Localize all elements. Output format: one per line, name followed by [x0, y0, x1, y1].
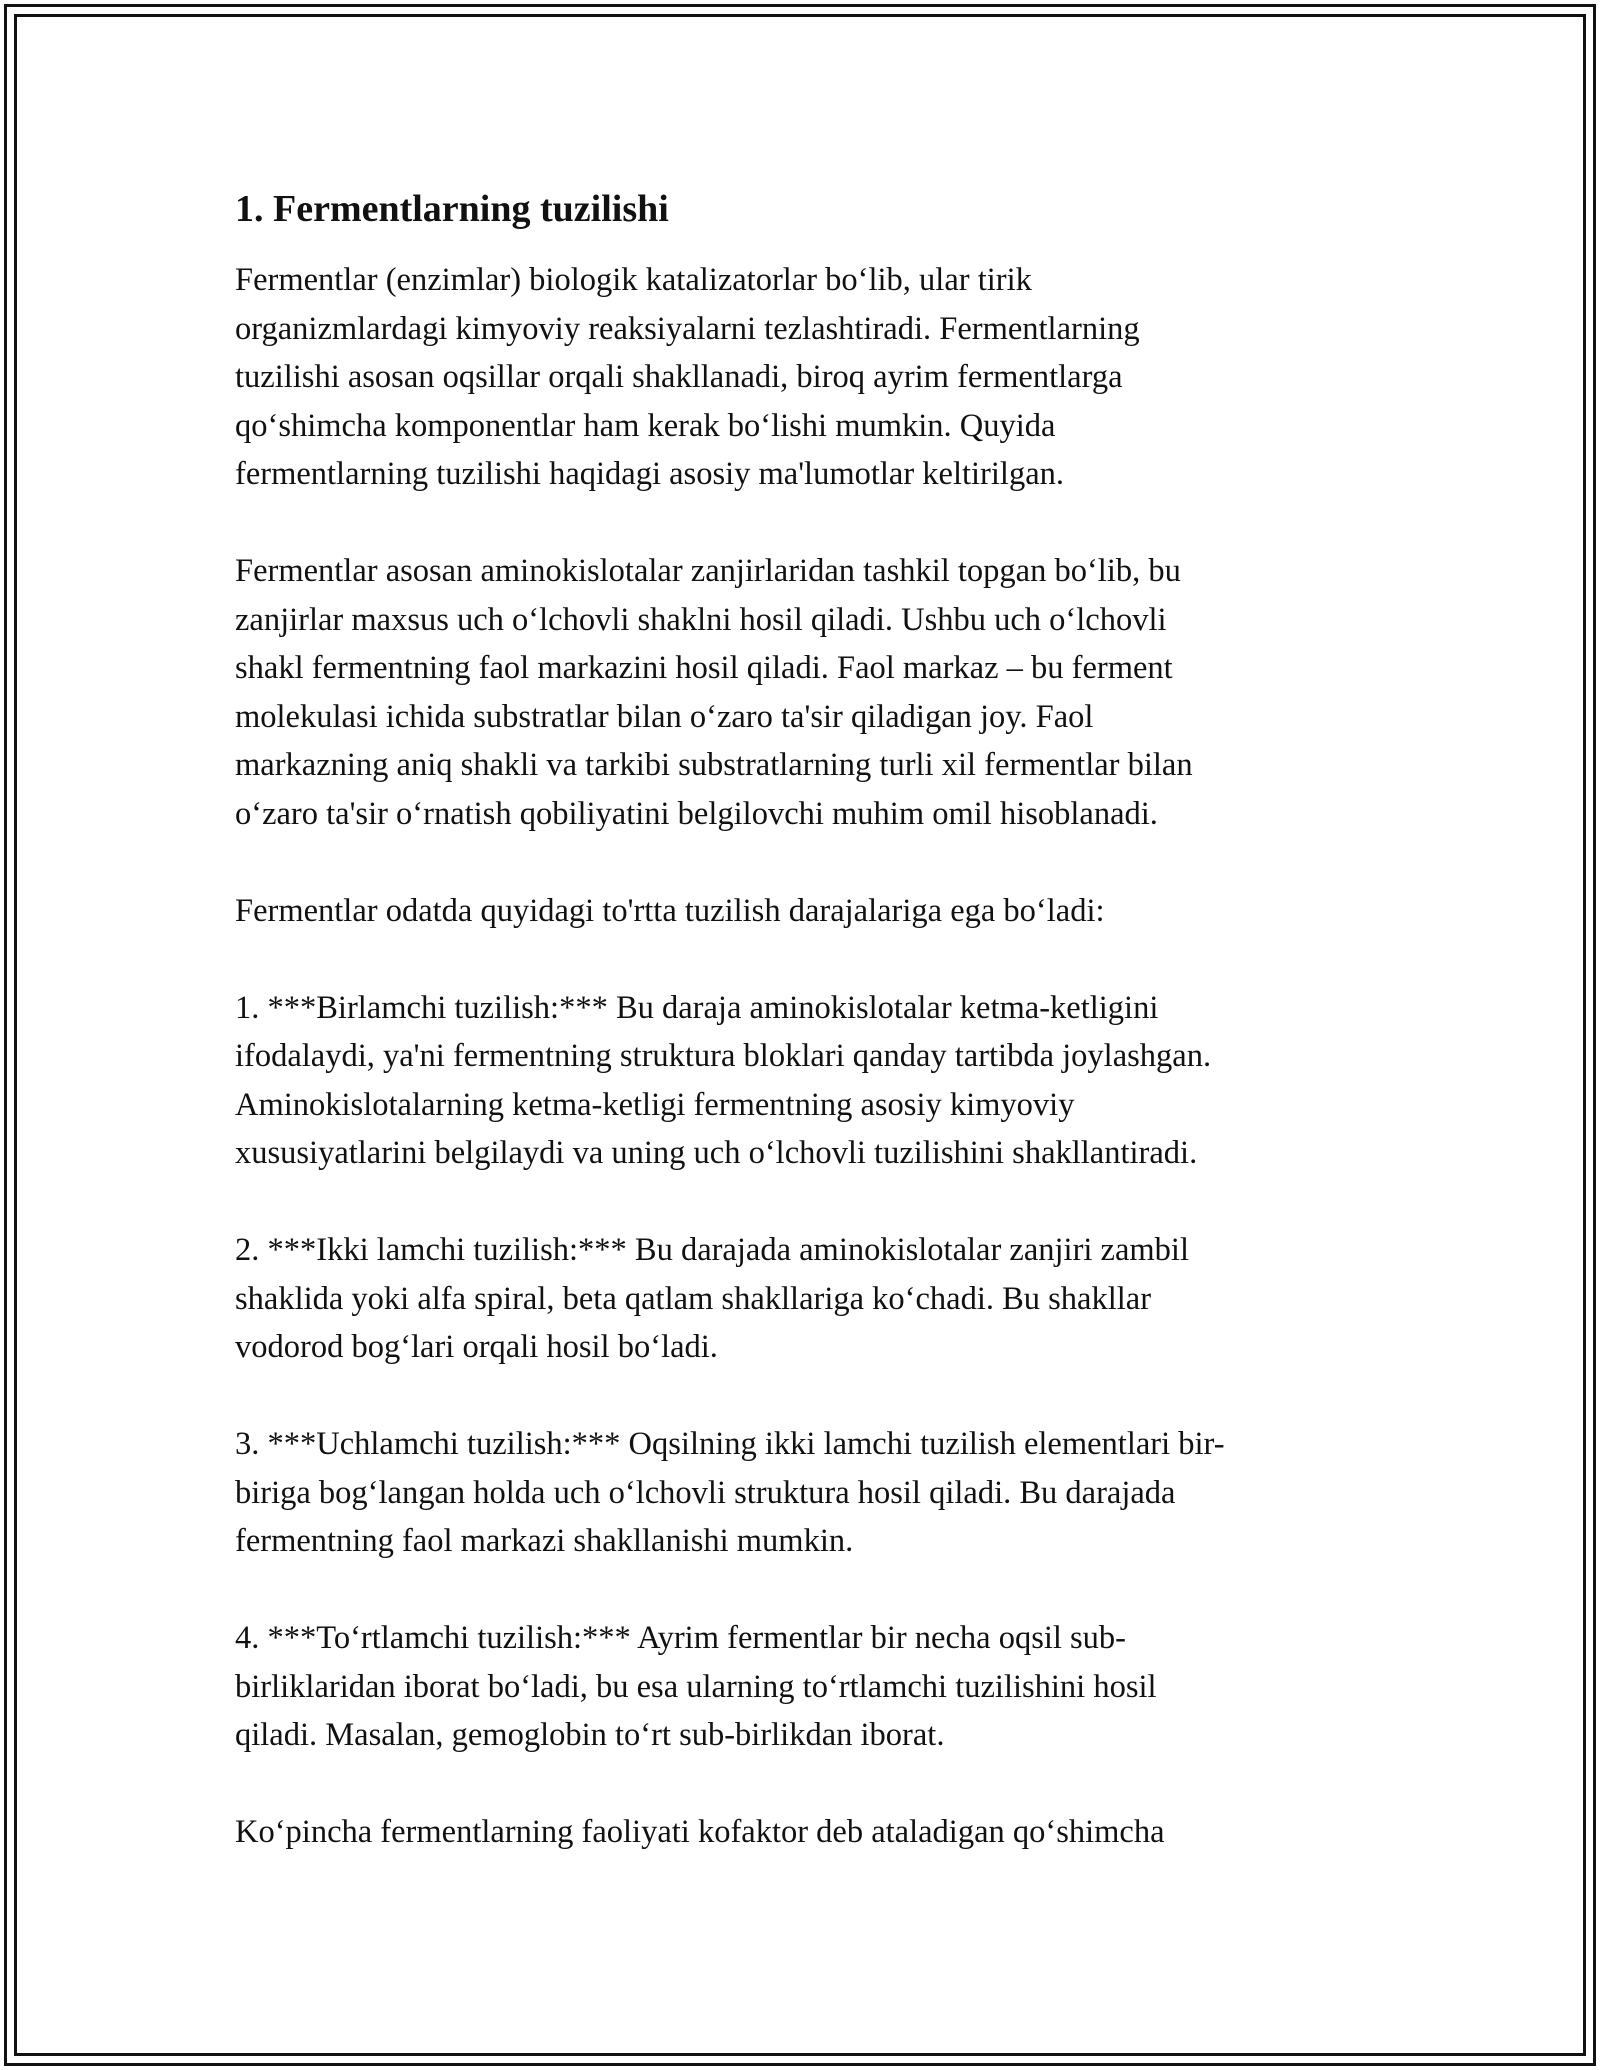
text-line: ifodalaydi, ya'ni fermentning struktura bloklari qanday tartibda joylashgan. — [235, 1038, 1212, 1074]
text-line: qo‘shimcha komponentlar ham kerak bo‘lishi mumkin. Quyida — [235, 407, 1056, 444]
text-line: biriga bog‘langan holda uch o‘lchovli struktura hosil qiladi. Bu darajada — [235, 1474, 1176, 1511]
text-line: birliklaridan iborat bo‘ladi, bu esa ularning to‘rtlamchi tuzilishini hosil — [235, 1668, 1157, 1705]
text-line: qiladi. Masalan, gemoglobin to‘rt sub-birlikdan iborat. — [235, 1717, 945, 1753]
text-line: 3. ***Uchlamchi tuzilish:*** Oqsilning ikki lamchi tuzilish elementlari bir- — [235, 1426, 1225, 1462]
paragraph-intro — [235, 256, 1365, 499]
list-item-primary-structure — [235, 984, 1365, 1178]
text-line: o‘zaro ta'sir o‘rnatish qobiliyatini belgilovchi muhim omil hisoblanadi. — [235, 795, 1158, 832]
list-item-secondary-structure — [235, 1226, 1365, 1372]
text-line: 4. ***To‘rtlamchi tuzilish:*** Ayrim fermentlar bir necha oqsil sub- — [235, 1620, 1127, 1656]
text-line: shaklida yoki alfa spiral, beta qatlam shakllariga ko‘chadi. Bu shakllar — [235, 1280, 1152, 1317]
text-line: Fermentlar odatda quyidagi to'rtta tuzilish darajalariga ega bo‘ladi: — [235, 892, 1105, 929]
text-line: 2. ***Ikki lamchi tuzilish:*** Bu darajada aminokislotalar zanjiri zambil — [235, 1232, 1189, 1268]
text-line: 1. ***Birlamchi tuzilish:*** Bu daraja aminokislotalar ketma-ketligini — [235, 989, 1159, 1026]
text-line: organizmlardagi kimyoviy reaksiyalarni tezlashtiradi. Fermentlarning — [235, 310, 1140, 347]
text-line: Fermentlar (enzimlar) biologik katalizatorlar bo‘lib, ular tirik — [235, 262, 1032, 298]
text-line: Aminokislotalarning ketma-ketligi fermentning asosiy kimyoviy — [235, 1086, 1075, 1123]
text-line: xususiyatlarini belgilaydi va uning uch o‘lchovli tuzilishini shakllantiradi. — [235, 1135, 1198, 1171]
text-line: markazning aniq shakli va tarkibi substratlarning turli xil fermentlar bilan — [235, 747, 1193, 783]
paragraph-cofactors — [235, 1808, 1365, 1857]
text-line: Fermentlar asosan aminokislotalar zanjirlaridan tashkil topgan bo‘lib, bu — [235, 553, 1181, 589]
text-line: molekulasi ichida substratlar bilan o‘zaro ta'sir qiladigan joy. Faol — [235, 698, 1094, 735]
text-line: zanjirlar maxsus uch o‘lchovli shaklni hosil qiladi. Ushbu uch o‘lchovli — [235, 601, 1167, 638]
text-line: shakl fermentning faol markazini hosil qiladi. Faol markaz – bu ferment — [235, 650, 1173, 686]
text-line: tuzilishi asosan oqsillar orqali shakllanadi, biroq ayrim fermentlarga — [235, 359, 1123, 395]
list-item-quaternary-structure — [235, 1614, 1365, 1760]
list-item-tertiary-structure — [235, 1420, 1365, 1566]
text-line: vodorod bog‘lari orqali hosil bo‘ladi. — [235, 1329, 718, 1365]
text-line: Ko‘pincha fermentlarning faoliyati kofaktor deb ataladigan qo‘shimcha — [235, 1814, 1165, 1850]
text-line: fermentlarning tuzilishi haqidagi asosiy ma'lumotlar keltirilgan. — [235, 456, 1064, 492]
paragraph-active-site — [235, 547, 1365, 838]
section-heading: 1. Fermentlarning tuzilishi — [235, 188, 669, 230]
paragraph-levels-intro — [235, 887, 1365, 936]
document-body — [235, 186, 1365, 1905]
text-line: fermentning faol markazi shakllanishi mumkin. — [235, 1523, 854, 1559]
